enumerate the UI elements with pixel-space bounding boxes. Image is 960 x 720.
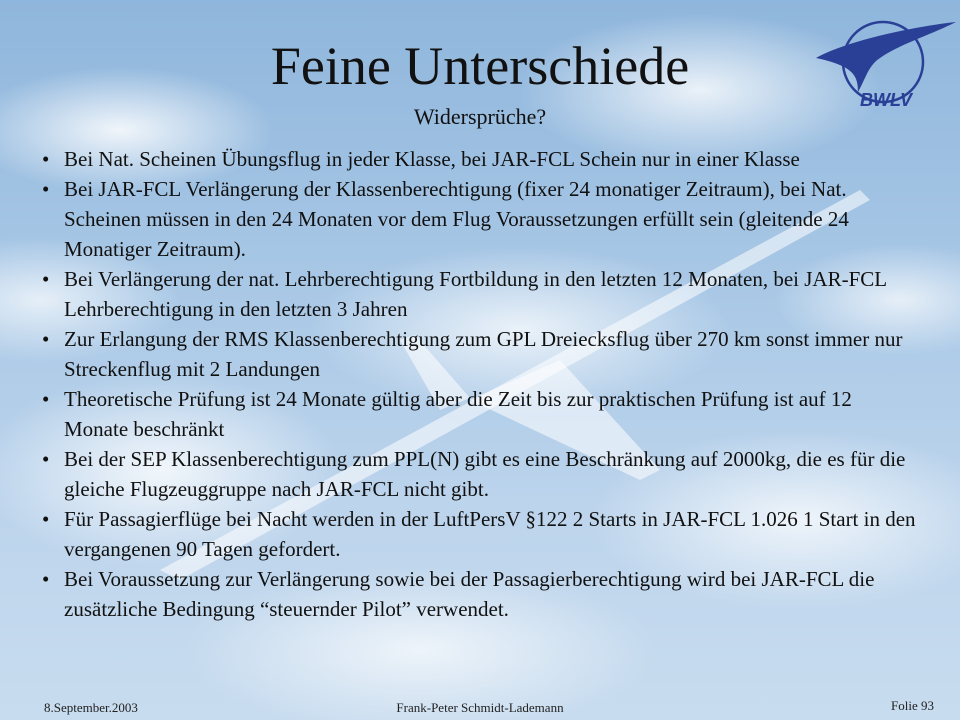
bullet-item: • Bei Verlängerung der nat. Lehrberechtigung Fortbildung in den letzten 12 Monaten, bei JAR-FCL Lehrberechtigung in den letzten 3 Jahren xyxy=(40,264,920,324)
slide-number: Folie 93 xyxy=(891,698,934,713)
bullet-item: • Bei Voraussetzung zur Verlängerung sowie bei der Passagierberechtigung wird bei JAR-FCL die zusätzliche Bedingung “steuernder Pilot” verwendet. xyxy=(40,564,920,624)
bullet-list xyxy=(40,144,920,624)
footer-date: 8.September.2003 xyxy=(44,700,138,715)
bullet-item: • Bei JAR-FCL Verlängerung der Klassenberechtigung (fixer 24 monatiger Zeitraum), bei Nat. Scheinen müssen in den 24 Monaten vor dem Flug Voraussetzungen erfüllt sein (gleitende 24 Monatiger Zeitraum). xyxy=(40,174,920,264)
bullet-item: • Bei Nat. Scheinen Übungsflug in jeder Klasse, bei JAR-FCL Schein nur in einer Klasse xyxy=(40,144,920,174)
bullet-item: • Für Passagierflüge bei Nacht werden in der LuftPersV §122 2 Starts in JAR-FCL 1.026 1 Start in den vergangenen 90 Tagen gefordert. xyxy=(40,504,920,564)
page-title: Feine Unterschiede xyxy=(270,36,690,96)
bullet-item: • Theoretische Prüfung ist 24 Monate gültig aber die Zeit bis zur praktischen Prüfung ist auf 12 Monate beschränkt xyxy=(40,384,920,444)
bullet-item: • Zur Erlangung der RMS Klassenberechtigung zum GPL Dreiecksflug über 270 km sonst immer nur Streckenflug mit 2 Landungen xyxy=(40,324,920,384)
page-subtitle: Widersprüche? xyxy=(413,104,547,129)
bullet-item: • Bei der SEP Klassenberechtigung zum PPL(N) gibt es eine Beschränkung auf 2000kg, die es für die gleiche Flugzeuggruppe nach JAR-FCL nicht gibt. xyxy=(40,444,920,504)
svg-text:BWLV: BWLV xyxy=(860,90,912,110)
footer-author: Frank-Peter Schmidt-Lademann xyxy=(396,700,564,715)
